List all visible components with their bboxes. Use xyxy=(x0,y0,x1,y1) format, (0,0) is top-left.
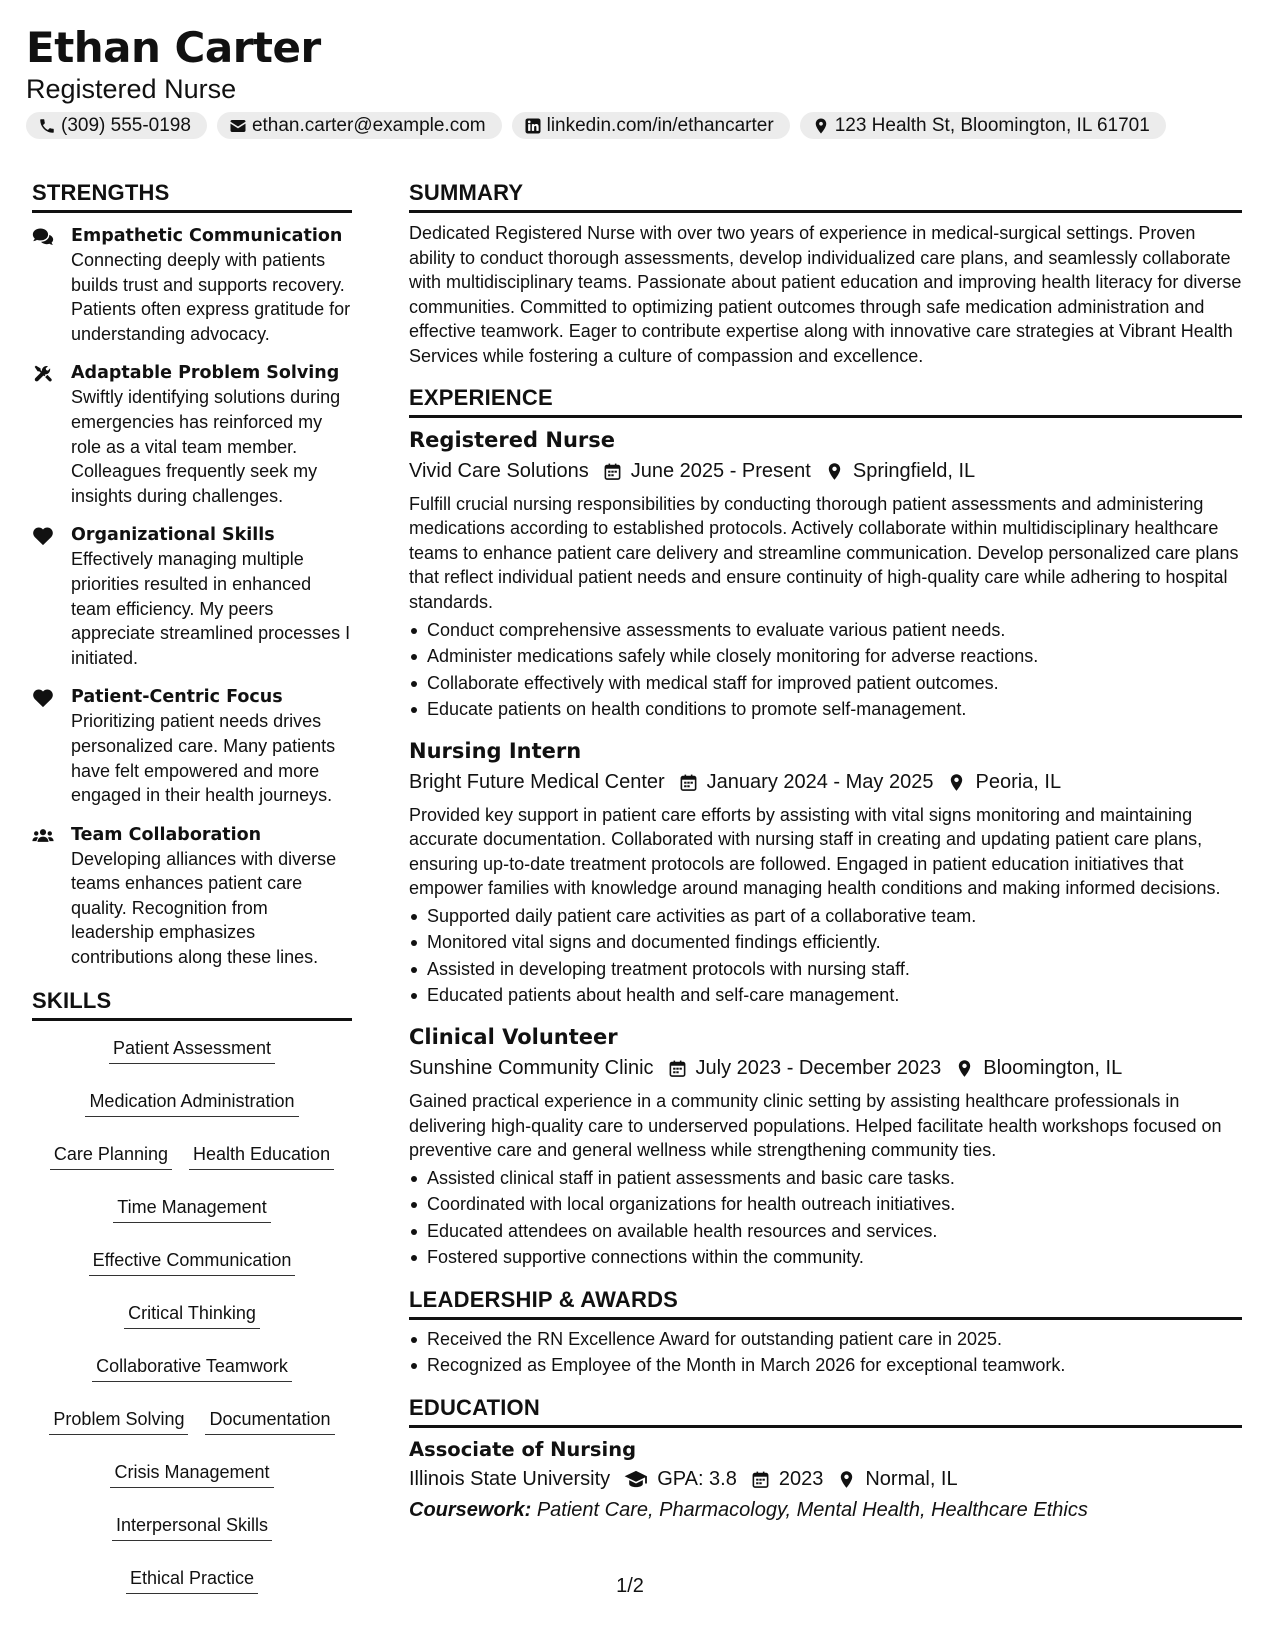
job-location: Bloomington, IL xyxy=(983,1056,1123,1079)
coursework-label: Coursework: xyxy=(409,1498,532,1521)
heart-icon xyxy=(32,688,54,708)
graduation-cap-icon xyxy=(624,1469,648,1489)
skill-tag: Time Management xyxy=(113,1194,270,1223)
phone-icon xyxy=(38,117,56,135)
summary-heading: SUMMARY xyxy=(409,178,1242,213)
linkedin-text: linkedin.com/in/ethancarter xyxy=(546,114,774,136)
skill-tag: Patient Assessment xyxy=(109,1035,275,1064)
job-company: Vivid Care Solutions xyxy=(409,459,589,482)
page-number: 1/2 xyxy=(616,1575,644,1597)
address-contact xyxy=(800,112,1166,139)
left-column xyxy=(32,178,352,1594)
job-title: Nursing Intern xyxy=(409,738,582,763)
job-bullet: Administer medications safely while closely monitoring for adverse reactions. xyxy=(409,643,1242,670)
strength-title: Team Collaboration xyxy=(71,824,262,845)
map-marker-icon xyxy=(837,1470,856,1489)
education-heading: EDUCATION xyxy=(409,1393,1242,1428)
phone-contact[interactable] xyxy=(26,112,207,139)
education-meta xyxy=(409,1465,1242,1494)
resume-header xyxy=(26,22,1246,139)
contact-bar xyxy=(26,112,1246,139)
strength-item xyxy=(32,524,352,670)
job-meta xyxy=(409,768,1242,797)
calendar-icon xyxy=(679,773,698,792)
strength-desc: Swiftly identifying solutions during emergencies has reinforced my role as a vital team member. Colleagues frequently seek my insights during challenges. xyxy=(71,387,341,506)
map-marker-icon xyxy=(812,117,830,135)
skill-tag: Ethical Practice xyxy=(126,1565,258,1594)
job-meta xyxy=(409,457,1242,486)
skill-tag: Interpersonal Skills xyxy=(112,1512,272,1541)
leadership-list xyxy=(409,1326,1242,1379)
award-item: Recognized as Employee of the Month in March 2026 for exceptional teamwork. xyxy=(409,1352,1242,1379)
coursework-text: Patient Care, Pharmacology, Mental Health, Healthcare Ethics xyxy=(536,1498,1088,1521)
leadership-heading: LEADERSHIP & AWARDS xyxy=(409,1285,1242,1320)
map-marker-icon xyxy=(825,462,844,481)
education-section xyxy=(409,1393,1242,1524)
skill-tag: Health Education xyxy=(189,1141,334,1170)
strength-title: Empathetic Communication xyxy=(71,226,343,246)
skill-tag: Effective Communication xyxy=(89,1247,296,1276)
experience-section xyxy=(409,383,1242,1271)
skill-tag: Collaborative Teamwork xyxy=(92,1353,292,1382)
leadership-section xyxy=(409,1285,1242,1379)
linkedin-icon xyxy=(524,117,542,135)
comments-icon xyxy=(32,227,54,247)
skills-section xyxy=(32,986,352,1594)
skill-tag: Care Planning xyxy=(50,1141,172,1170)
skill-tag: Medication Administration xyxy=(85,1088,298,1117)
strength-desc: Prioritizing patient needs drives personalized care. Many patients have felt empowered and more engaged in their health journeys. xyxy=(71,711,336,806)
job-location: Peoria, IL xyxy=(975,770,1062,793)
calendar-icon xyxy=(751,1470,770,1489)
job-bullet: Fostered supportive connections within the community. xyxy=(409,1244,1242,1271)
job-entry xyxy=(409,737,1242,1009)
map-marker-icon xyxy=(955,1059,974,1078)
award-item: Received the RN Excellence Award for outstanding patient care in 2025. xyxy=(409,1326,1242,1353)
strength-item xyxy=(32,686,352,807)
strength-item xyxy=(32,824,352,970)
candidate-role: Registered Nurse xyxy=(26,74,237,104)
skill-tag: Critical Thinking xyxy=(124,1300,260,1329)
strength-item xyxy=(32,225,352,346)
candidate-name: Ethan Carter xyxy=(26,23,321,72)
strength-title: Organizational Skills xyxy=(71,525,275,546)
job-bullet: Coordinated with local organizations for health outreach initiatives. xyxy=(409,1191,1242,1218)
skills-list xyxy=(32,1035,352,1594)
skills-heading: SKILLS xyxy=(32,986,352,1021)
tools-icon xyxy=(32,364,54,384)
job-bullet: Educated attendees on available health resources and services. xyxy=(409,1218,1242,1245)
job-bullet: Supported daily patient care activities as part of a collaborative team. xyxy=(409,903,1242,930)
calendar-icon xyxy=(668,1059,687,1078)
graduation-year: 2023 xyxy=(778,1467,824,1490)
job-bullet: Educate patients on health conditions to promote self-management. xyxy=(409,696,1242,723)
job-bullets xyxy=(409,1165,1242,1271)
map-marker-icon xyxy=(947,773,966,792)
job-bullet: Assisted in developing treatment protocols with nursing staff. xyxy=(409,956,1242,983)
job-description: Provided key support in patient care efforts by assisting with vital signs monitoring and maintaining accurate documentation. Collaborated with nursing staff in creating and updating patient care plans, ensuring up-to-date treatment protocols are followed. Engaged in patient education initiatives that empower families with knowledge around managing health conditions and making informed decisions. xyxy=(409,804,1221,899)
job-location: Springfield, IL xyxy=(852,459,976,482)
job-bullet: Collaborate effectively with medical staff for improved patient outcomes. xyxy=(409,670,1242,697)
email-text: ethan.carter@example.com xyxy=(251,114,486,136)
envelope-icon xyxy=(229,117,247,135)
job-title: Registered Nurse xyxy=(409,427,615,452)
school-name: Illinois State University xyxy=(409,1467,611,1490)
strength-desc: Connecting deeply with patients builds trust and supports recovery. Patients often express gratitude for understanding advocacy. xyxy=(71,250,351,344)
degree-title: Associate of Nursing xyxy=(409,1437,637,1461)
right-column xyxy=(409,178,1242,1524)
address-text: 123 Health St, Bloomington, IL 61701 xyxy=(834,114,1150,136)
job-entry xyxy=(409,426,1242,723)
job-bullet: Assisted clinical staff in patient assessments and basic care tasks. xyxy=(409,1165,1242,1192)
strengths-list xyxy=(32,225,352,970)
strengths-heading: STRENGTHS xyxy=(32,178,352,213)
job-meta xyxy=(409,1054,1242,1083)
strength-item xyxy=(32,362,352,508)
skill-tag: Documentation xyxy=(205,1406,334,1435)
strength-desc: Effectively managing multiple priorities resulted in enhanced team efficiency. My peers appreciate streamlined processes I initiated. xyxy=(71,549,351,668)
phone-text: (309) 555-0198 xyxy=(61,114,191,136)
job-bullet: Monitored vital signs and documented findings efficiently. xyxy=(409,929,1242,956)
strength-title: Patient-Centric Focus xyxy=(71,687,283,708)
strength-title: Adaptable Problem Solving xyxy=(71,363,340,384)
gpa-text: GPA: 3.8 xyxy=(657,1467,737,1490)
job-bullets xyxy=(409,903,1242,1009)
job-dates: June 2025 - Present xyxy=(630,459,811,482)
school-location: Normal, IL xyxy=(865,1467,958,1490)
job-description: Fulfill crucial nursing responsibilities by conducting thorough patient assessments and administering medications according to established protocols. Actively collaborate within multidisciplinary healthcare teams to enhance patient care delivery and streamline communication. Develop personalized care plans that reflect individual patient needs and ensure continuity of high-quality care while adhering to hospital standards. xyxy=(409,493,1239,612)
job-dates: July 2023 - December 2023 xyxy=(695,1056,942,1079)
job-bullets xyxy=(409,617,1242,723)
skill-tag: Problem Solving xyxy=(49,1406,188,1435)
job-description: Gained practical experience in a community clinic setting by assisting healthcare professionals in delivering high-quality care to underserved populations. Helped facilitate health workshops focused on preventive care and general wellness while strengthening community ties. xyxy=(409,1090,1222,1161)
job-entry xyxy=(409,1023,1242,1271)
email-contact[interactable] xyxy=(217,112,502,139)
skill-tag: Crisis Management xyxy=(110,1459,273,1488)
job-dates: January 2024 - May 2025 xyxy=(706,770,934,793)
summary-text: Dedicated Registered Nurse with over two years of experience in medical-surgical settings. Proven ability to conduct thorough assessments, develop individualized care plans, and seamlessly collaborate with multidisciplinary teams. Passionate about patient education and improving health literacy for diverse communities. Committed to optimizing patient outcomes through safe medication administration and effective teamwork. Eager to contribute expertise along with innovative care strategies at Vibrant Health Services while fostering a culture of compassion and excellence. xyxy=(409,223,1242,366)
strength-desc: Developing alliances with diverse teams enhances patient care quality. Recognition from leadership emphasizes contributions along these lines. xyxy=(71,848,337,968)
calendar-icon xyxy=(603,462,622,481)
users-icon xyxy=(32,826,54,846)
job-bullet: Educated patients about health and self-care management. xyxy=(409,982,1242,1009)
linkedin-contact[interactable] xyxy=(512,112,790,139)
job-company: Sunshine Community Clinic xyxy=(409,1056,654,1079)
experience-heading: EXPERIENCE xyxy=(409,383,1242,418)
job-company: Bright Future Medical Center xyxy=(409,770,665,793)
heart-icon xyxy=(32,526,54,546)
job-bullet: Conduct comprehensive assessments to evaluate various patient needs. xyxy=(409,617,1242,644)
coursework xyxy=(409,1496,1242,1524)
job-title: Clinical Volunteer xyxy=(409,1024,618,1049)
